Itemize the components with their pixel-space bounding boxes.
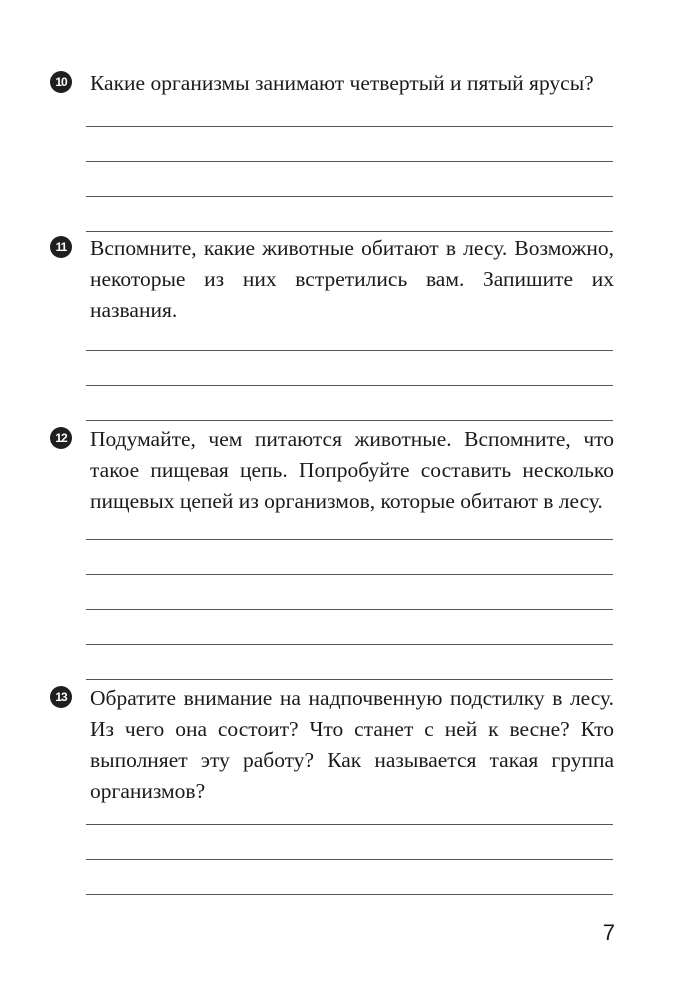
answer-line[interactable] xyxy=(86,539,613,540)
task-13-head xyxy=(50,683,620,807)
task-number-badge: 13 xyxy=(50,686,72,708)
answer-line[interactable] xyxy=(86,894,613,895)
task-12 xyxy=(50,424,620,517)
answer-line[interactable] xyxy=(86,231,613,232)
answer-line[interactable] xyxy=(86,859,613,860)
task-number-badge: 12 xyxy=(50,427,72,449)
task-10-question: Какие организмы занимают четвертый и пятый ярусы? xyxy=(90,71,594,95)
answer-line[interactable] xyxy=(86,679,613,680)
answer-line[interactable] xyxy=(86,824,613,825)
task-12-head xyxy=(50,424,620,517)
answer-line[interactable] xyxy=(86,196,613,197)
answer-line[interactable] xyxy=(86,161,613,162)
task-number-badge: 10 xyxy=(50,71,72,93)
answer-line[interactable] xyxy=(86,574,613,575)
task-number-badge: 11 xyxy=(50,236,72,258)
task-11-question: Вспомните, какие животные обитают в лесу. Возможно, некоторые из них встретились вам. Запишите их названия. xyxy=(90,236,614,322)
task-11-head xyxy=(50,233,620,326)
page-number: 7 xyxy=(602,920,615,945)
answer-line[interactable] xyxy=(86,385,613,386)
answer-line[interactable] xyxy=(86,644,613,645)
answer-line[interactable] xyxy=(86,420,613,421)
task-10 xyxy=(50,68,620,99)
task-13-question: Обратите внимание на надпочвенную подстилку в лесу. Из чего она состоит? Что станет с ней к весне? Кто выполняет эту работу? Как называется такая группа организмов? xyxy=(90,686,614,803)
answer-line[interactable] xyxy=(86,350,613,351)
answer-line[interactable] xyxy=(86,126,613,127)
task-12-question: Подумайте, чем питаются животные. Вспомните, что такое пищевая цепь. Попробуйте составить несколько пищевых цепей из организмов, которые обитают в лесу. xyxy=(90,427,614,513)
task-13 xyxy=(50,683,620,807)
task-11 xyxy=(50,233,620,326)
task-10-head xyxy=(50,68,620,99)
answer-line[interactable] xyxy=(86,609,613,610)
